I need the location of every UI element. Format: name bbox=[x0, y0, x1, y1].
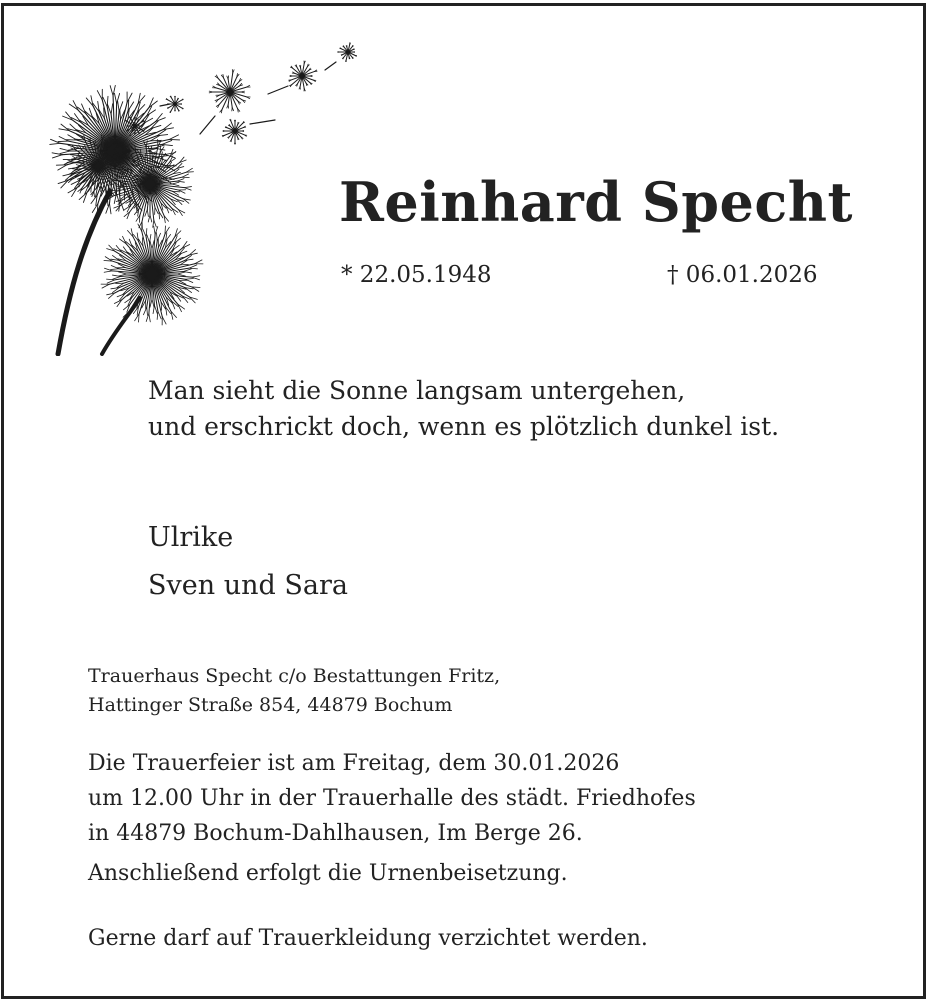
service-line: um 12.00 Uhr in der Trauerhalle des städt. Friedhofes bbox=[88, 786, 696, 811]
urn-burial-info: Anschließend erfolgt die Urnenbeisetzung. bbox=[88, 861, 568, 886]
address-line: Hattinger Straße 854, 44879 Bochum bbox=[88, 694, 453, 716]
address-line: Trauerhaus Specht c/o Bestattungen Fritz, bbox=[88, 665, 501, 687]
funeral-service-info bbox=[88, 746, 696, 851]
deceased-name: Reinhard Specht bbox=[339, 170, 853, 234]
mourner-name: Sven und Sara bbox=[148, 570, 348, 601]
quote-line: Man sieht die Sonne langsam untergehen, bbox=[148, 376, 686, 405]
mourner-name: Ulrike bbox=[148, 522, 234, 553]
memorial-quote bbox=[148, 373, 779, 445]
mourning-house-address bbox=[88, 662, 500, 720]
clothing-note: Gerne darf auf Trauerkleidung verzichtet werden. bbox=[88, 926, 648, 951]
birth-date: * 22.05.1948 bbox=[341, 262, 492, 288]
service-line: Die Trauerfeier ist am Freitag, dem 30.01.2026 bbox=[88, 751, 620, 776]
death-date: † 06.01.2026 bbox=[667, 262, 818, 288]
quote-line: und erschrickt doch, wenn es plötzlich dunkel ist. bbox=[148, 412, 780, 441]
dandelion-icon bbox=[40, 36, 370, 356]
service-line: in 44879 Bochum-Dahlhausen, Im Berge 26. bbox=[88, 821, 583, 846]
mourners-list bbox=[148, 514, 348, 610]
